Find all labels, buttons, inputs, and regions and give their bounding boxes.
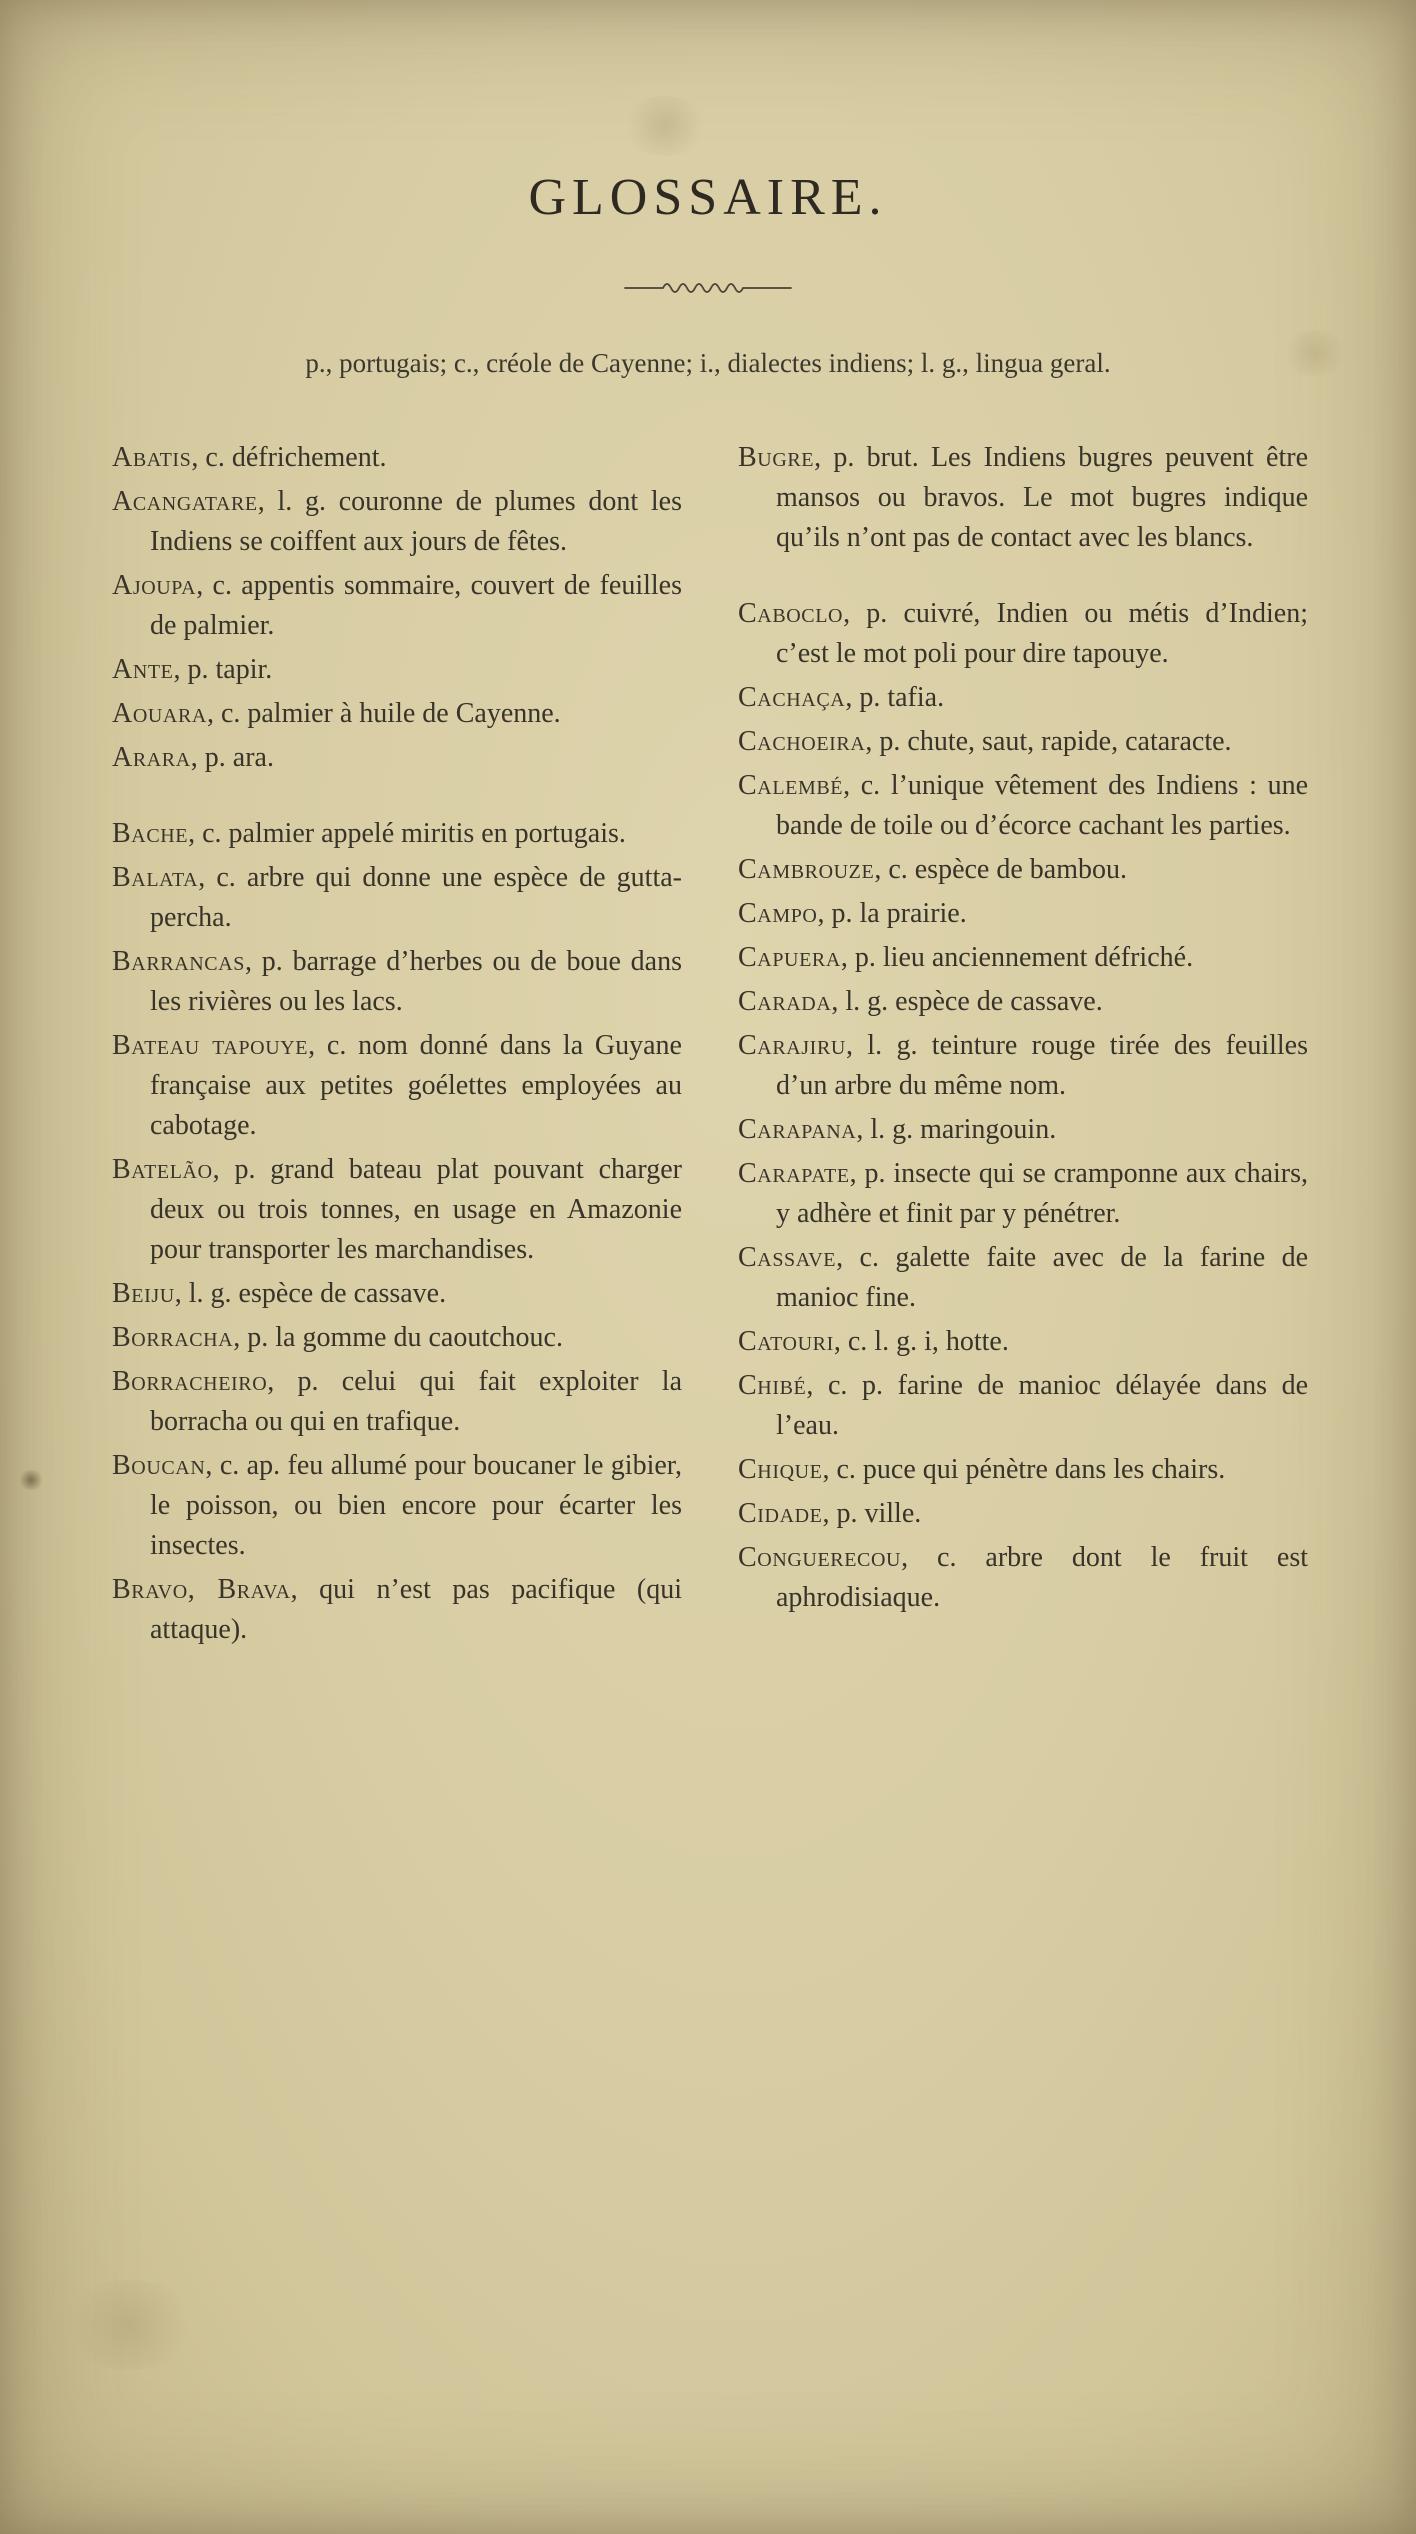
entry-body: , p. cuivré, Indien ou métis d’Indien; c’est le mot poli pour dire tapouye. xyxy=(776,598,1308,669)
entry-body: , c. puce qui pénètre dans les chairs. xyxy=(822,1454,1226,1485)
entry-headword: Acangatare xyxy=(112,486,258,517)
glossary-entry xyxy=(112,1362,682,1442)
entry-body: , p. lieu anciennement défriché. xyxy=(840,942,1194,973)
entry-headword: Cambrouze xyxy=(738,854,875,885)
entry-headword: Bateau tapouye xyxy=(112,1030,309,1061)
glossary-entry xyxy=(738,1154,1308,1234)
entry-headword: Batelão xyxy=(112,1154,213,1185)
entry-headword: Barrancas xyxy=(112,946,245,977)
entry-headword: Ajoupa xyxy=(112,570,197,601)
entry-body: , l. g. maringouin. xyxy=(856,1114,1057,1145)
entry-body: , p. insecte qui se cramponne aux chairs, y adhère et finit par y pénétrer. xyxy=(776,1158,1308,1229)
entry-headword: Chibé xyxy=(738,1370,807,1401)
glossary-entry xyxy=(738,766,1308,846)
entry-headword: Carajiru xyxy=(738,1030,846,1061)
glossary-entry xyxy=(112,1150,682,1270)
entry-headword: Carapate xyxy=(738,1158,850,1189)
glossary-entry xyxy=(112,566,682,646)
glossary-entry xyxy=(112,482,682,562)
glossary-entry xyxy=(112,438,682,478)
glossary-entry xyxy=(738,850,1308,890)
glossary-entry xyxy=(738,1494,1308,1534)
entry-headword: Calembé xyxy=(738,770,844,801)
glossary-entry xyxy=(738,1450,1308,1490)
entry-headword: Arara xyxy=(112,742,191,773)
glossary-entry xyxy=(738,594,1308,674)
glossary-columns xyxy=(112,438,1308,1654)
entry-body: , c. arbre dont le fruit est aphrodisiaque. xyxy=(776,1542,1308,1613)
glossary-entry xyxy=(112,694,682,734)
entry-body: , p. la prairie. xyxy=(817,898,967,929)
entry-headword: Cachoeira xyxy=(738,726,866,757)
entry-body: , p. brut. Les Indiens bugres peuvent être mansos ou bravos. Le mot bugres indique qu’ils n’ont pas de contact avec les blancs. xyxy=(776,442,1308,553)
entry-body: , c. palmier appelé miritis en portugais. xyxy=(188,818,626,849)
glossary-entry xyxy=(112,942,682,1022)
paper-stain xyxy=(60,2280,200,2370)
entry-body: , c. p. farine de manioc délayée dans de l’eau. xyxy=(776,1370,1308,1441)
entry-headword: Borracha xyxy=(112,1322,234,1353)
glossary-entry xyxy=(112,1570,682,1650)
glossary-entry xyxy=(738,1238,1308,1318)
glossary-entry xyxy=(738,982,1308,1022)
entry-body: , c. défrichement. xyxy=(191,442,387,473)
entry-body: , c. appentis sommaire, couvert de feuilles de palmier. xyxy=(150,570,682,641)
entry-body: , l. g. teinture rouge tirée des feuilles d’un arbre du même nom. xyxy=(776,1030,1308,1101)
entry-body: , c. galette faite avec de la farine de manioc fine. xyxy=(776,1242,1308,1313)
entry-headword: Boucan xyxy=(112,1450,206,1481)
entry-headword: Chique xyxy=(738,1454,823,1485)
entry-headword: Balata xyxy=(112,862,199,893)
glossary-entry xyxy=(112,858,682,938)
glossary-entry xyxy=(112,1026,682,1146)
entry-headword: Abatis xyxy=(112,442,192,473)
glossary-entry xyxy=(112,738,682,778)
glossary-entry xyxy=(738,722,1308,762)
entry-headword: Conguerecou xyxy=(738,1542,902,1573)
entry-headword: Bugre xyxy=(738,442,815,473)
entry-body: , l. g. couronne de plumes dont les Indiens se coiffent aux jours de fêtes. xyxy=(150,486,682,557)
entry-body: , p. celui qui fait exploiter la borracha ou qui en trafique. xyxy=(150,1366,682,1437)
abbreviation-key: p., portugais; c., créole de Cayenne; i., dialectes indiens; l. g., lingua geral. xyxy=(305,348,1111,378)
entry-headword: Beiju xyxy=(112,1278,175,1309)
entry-headword: Capuera xyxy=(738,942,841,973)
glossary-entry xyxy=(738,1026,1308,1106)
glossary-entry xyxy=(112,650,682,690)
entry-body: , c. l’unique vêtement des Indiens : une bande de toile ou d’écorce cachant les parties. xyxy=(776,770,1308,841)
entry-body: , c. palmier à huile de Cayenne. xyxy=(206,698,561,729)
entry-headword: Cidade xyxy=(738,1498,823,1529)
entry-body: , p. tapir. xyxy=(173,654,273,685)
squiggle-divider-icon xyxy=(623,278,793,298)
entry-headword: Bravo, Brava xyxy=(112,1574,291,1605)
entry-body: , c. arbre qui donne une espèce de gutta-percha. xyxy=(150,862,682,933)
glossary-entry xyxy=(738,1110,1308,1150)
glossary-entry xyxy=(738,438,1308,558)
entry-body: , qui n’est pas pacifique (qui attaque). xyxy=(150,1574,682,1645)
glossary-entry xyxy=(112,1446,682,1566)
entry-headword: Catouri xyxy=(738,1326,834,1357)
glossary-column-right xyxy=(738,438,1308,1654)
glossary-entry xyxy=(738,938,1308,978)
entry-body: , p. barrage d’herbes ou de boue dans les rivières ou les lacs. xyxy=(150,946,682,1017)
entry-headword: Campo xyxy=(738,898,818,929)
glossary-column-left xyxy=(112,438,682,1654)
glossary-entry xyxy=(112,1318,682,1358)
entry-body: , p. chute, saut, rapide, cataracte. xyxy=(865,726,1232,757)
entry-body: , p. la gomme du caoutchouc. xyxy=(233,1322,563,1353)
glossary-entry xyxy=(738,1366,1308,1446)
entry-headword: Cassave xyxy=(738,1242,837,1273)
entry-body: , c. l. g. i, hotte. xyxy=(833,1326,1009,1357)
glossary-entry xyxy=(112,1274,682,1314)
glossary-entry xyxy=(738,1538,1308,1618)
glossary-entry xyxy=(738,894,1308,934)
glossary-entry xyxy=(738,1322,1308,1362)
glossary-entry xyxy=(112,814,682,854)
entry-headword: Cachaça xyxy=(738,682,846,713)
entry-headword: Aouara xyxy=(112,698,207,729)
entry-headword: Ante xyxy=(112,654,174,685)
entry-body: , p. grand bateau plat pouvant charger deux ou trois tonnes, en usage en Amazonie pour transporter les marchandises. xyxy=(150,1154,682,1265)
entry-body: , p. tafia. xyxy=(845,682,945,713)
entry-headword: Borracheiro xyxy=(112,1366,268,1397)
squiggle-divider xyxy=(0,278,1416,303)
paper-stain xyxy=(18,1470,44,1490)
entry-body: , c. ap. feu allumé pour boucaner le gibier, le poisson, ou bien encore pour écarter les insectes. xyxy=(150,1450,682,1561)
entry-body: , l. g. espèce de cassave. xyxy=(831,986,1103,1017)
entry-headword: Carada xyxy=(738,986,832,1017)
entry-body: , c. espèce de bambou. xyxy=(874,854,1127,885)
entry-body: , l. g. espèce de cassave. xyxy=(174,1278,447,1309)
glossary-entry xyxy=(738,678,1308,718)
entry-body: , c. nom donné dans la Guyane française aux petites goélettes employées au cabotage. xyxy=(150,1030,682,1141)
entry-body: , p. ara. xyxy=(190,742,274,773)
paper-stain xyxy=(620,96,710,156)
entry-headword: Caboclo xyxy=(738,598,844,629)
entry-headword: Bache xyxy=(112,818,189,849)
entry-headword: Carapana xyxy=(738,1114,857,1145)
page-title: GLOSSAIRE. xyxy=(528,169,888,226)
entry-body: , p. ville. xyxy=(822,1498,922,1529)
